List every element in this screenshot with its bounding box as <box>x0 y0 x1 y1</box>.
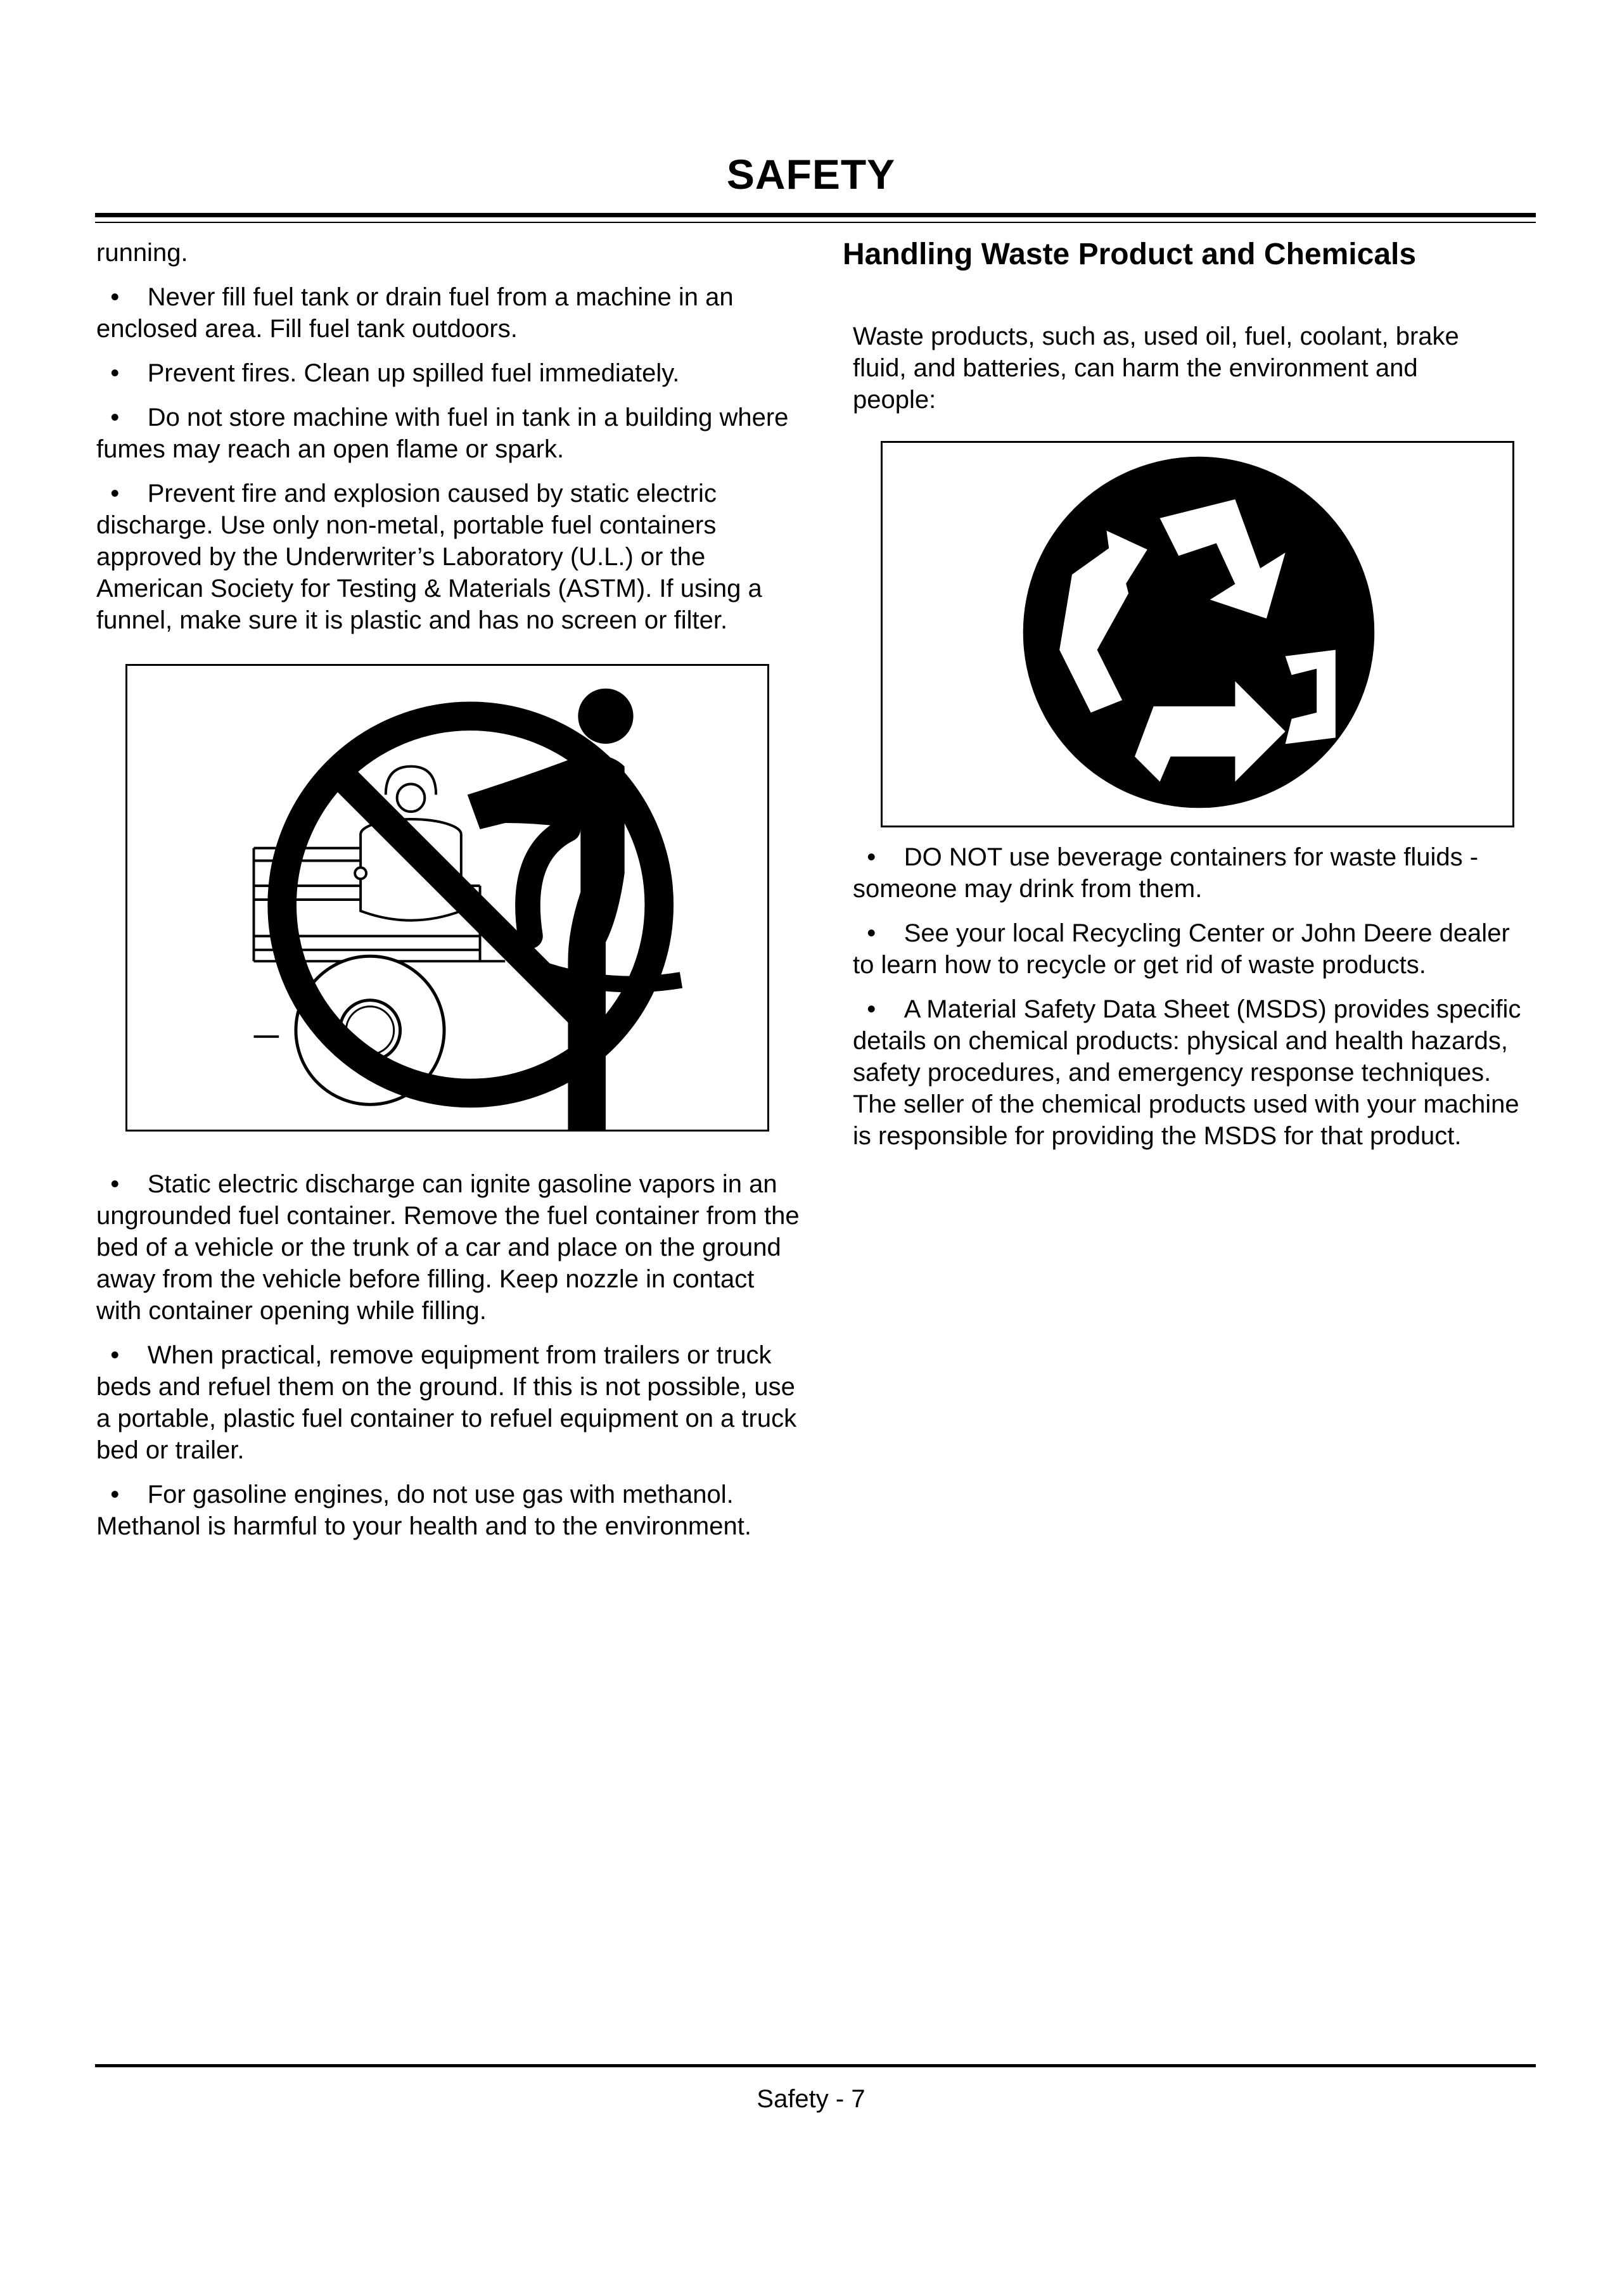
bullet-text: Never fill fuel tank or drain fuel from a machine in an enclosed area. Fill fuel tank outdoors. <box>96 283 734 343</box>
bullet-item <box>96 478 800 636</box>
bullet-text: Prevent fires. Clean up spilled fuel immediately. <box>147 359 680 387</box>
footer-rule <box>95 2064 1536 2067</box>
header-rule-thin <box>95 222 1536 223</box>
bullet-item <box>843 917 1536 981</box>
bullet-item <box>96 1168 800 1327</box>
bullet-item <box>843 841 1536 905</box>
page-footer: Safety - 7 <box>757 2085 865 2113</box>
bullet-item <box>96 1339 800 1466</box>
bullet-marker: • <box>110 1481 120 1508</box>
bullet-marker: • <box>110 480 120 507</box>
page-title: SAFETY <box>726 151 896 198</box>
bullet-text: A Material Safety Data Sheet (MSDS) provides specific details on chemical products: physical and health hazards, safety procedures, and emergency response techniques. The seller of the chemical products used with your machine is responsible for providing the MSDS for that product. <box>853 995 1521 1150</box>
bullet-marker: • <box>867 919 876 947</box>
recycle-icon <box>883 443 1512 826</box>
bullet-text: When practical, remove equipment from trailers or truck beds and refuel them on the ground. If this is not possible, use a portable, plastic fuel container to refuel equipment on a truck bed or trailer. <box>96 1341 797 1464</box>
bullet-text: Do not store machine with fuel in tank in a building where fumes may reach an open flame or spark. <box>96 404 789 463</box>
bullet-text: See your local Recycling Center or John Deere dealer to learn how to recycle or get rid of waste products. <box>853 919 1510 979</box>
bullet-marker: • <box>110 1341 120 1369</box>
bullet-marker: • <box>867 843 876 871</box>
bullet-item <box>96 402 800 465</box>
no-refueling-in-truck-bed-icon <box>127 666 767 1130</box>
bullet-marker: • <box>110 404 120 431</box>
recycle-figure <box>881 441 1514 827</box>
left-column <box>96 237 800 1542</box>
intro-paragraph: Waste products, such as, used oil, fuel, coolant, brake fluid, and batteries, can harm the environment and people: <box>853 322 1459 414</box>
section-heading: Handling Waste Product and Chemicals <box>843 238 1417 271</box>
continuation-text: running. <box>96 239 188 267</box>
no-refueling-figure <box>125 664 769 1132</box>
right-column <box>843 237 1536 1152</box>
bullet-text: Static electric discharge can ignite gasoline vapors in an ungrounded fuel container. Remove the fuel container from the bed of a vehicle or the trunk of a car and place on the ground away from the vehicle before filling. Keep nozzle in contact with container opening while filling. <box>96 1170 800 1325</box>
bullet-item <box>843 993 1536 1152</box>
bullet-marker: • <box>110 1170 120 1198</box>
bullet-item <box>96 1479 800 1542</box>
bullet-text: Prevent fire and explosion caused by static electric discharge. Use only non-metal, portable fuel containers approved by the Underwriter’s Laboratory (U.L.) or the American Society for Testing & Materials (ASTM). If using a funnel, make sure it is plastic and has no screen or filter. <box>96 480 762 634</box>
bullet-text: DO NOT use beverage containers for waste fluids - someone may drink from them. <box>853 843 1479 903</box>
bullet-marker: • <box>110 283 120 311</box>
header-rule-thick <box>95 213 1536 217</box>
bullet-marker: • <box>110 359 120 387</box>
bullet-marker: • <box>867 995 876 1023</box>
bullet-item <box>96 357 800 389</box>
bullet-text: For gasoline engines, do not use gas with methanol. Methanol is harmful to your health and to the environment. <box>96 1481 751 1540</box>
bullet-item <box>96 281 800 345</box>
